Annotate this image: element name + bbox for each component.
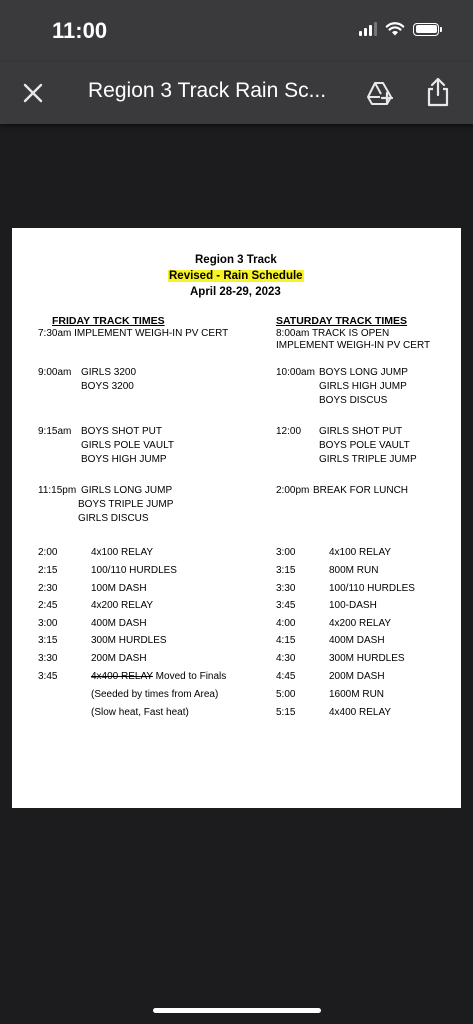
saturday-event: BREAK FOR LUNCH	[313, 485, 409, 496]
saturday-event: GIRLS TRIPLE JUMP	[319, 454, 417, 465]
saturday-heading: SATURDAY TRACK TIMES	[276, 315, 408, 327]
wifi-icon	[385, 22, 405, 36]
viewer-toolbar	[0, 62, 473, 124]
friday-event: GIRLS POLE VAULT	[81, 440, 174, 451]
status-bar	[0, 0, 473, 62]
status-time: 11:00	[52, 18, 108, 43]
friday-run-time: 2:30	[38, 583, 58, 594]
saturday-intro: IMPLEMENT WEIGH-IN PV CERT	[276, 340, 431, 351]
saturday-run-event: 4x100 RELAY	[329, 547, 392, 558]
saturday-intro: 8:00am TRACK IS OPEN	[276, 328, 390, 339]
saturday-run-event: 4x400 RELAY	[329, 707, 392, 718]
friday-intro: 7:30am IMPLEMENT WEIGH-IN PV CERT	[38, 328, 229, 339]
friday-run-event: 100/110 HURDLES	[91, 565, 177, 576]
event-note: Moved to Finals	[152, 671, 227, 682]
saturday-block-time: 10:00am	[276, 367, 315, 378]
friday-run-event	[91, 671, 226, 683]
friday-note: (Seeded by times from Area)	[91, 689, 219, 700]
friday-note: (Slow heat, Fast heat)	[91, 707, 189, 718]
saturday-run-event: 200M DASH	[329, 671, 385, 682]
friday-run-event: 400M DASH	[91, 618, 147, 629]
friday-run-time: 2:00	[38, 547, 58, 558]
document-title: Region 3 Track Rain Sc...	[88, 79, 327, 102]
doc-title: Region 3 Track	[195, 254, 277, 266]
home-indicator	[153, 1008, 321, 1013]
saturday-event: BOYS POLE VAULT	[319, 440, 410, 451]
doc-subtitle: Revised - Rain Schedule	[169, 270, 303, 282]
friday-event: BOYS 3200	[81, 381, 134, 392]
saturday-run-time: 3:30	[276, 583, 296, 594]
friday-heading: FRIDAY TRACK TIMES	[52, 315, 165, 327]
friday-block-time: 9:00am	[38, 367, 72, 378]
saturday-run-event: 100-DASH	[329, 600, 377, 611]
friday-event: GIRLS 3200	[81, 367, 137, 378]
cellular-signal-icon	[359, 22, 377, 36]
saturday-run-time: 4:00	[276, 618, 296, 629]
friday-run-event: 200M DASH	[91, 653, 147, 664]
friday-event: BOYS SHOT PUT	[81, 426, 162, 437]
friday-run-time: 3:30	[38, 653, 58, 664]
friday-event: GIRLS DISCUS	[78, 513, 149, 524]
saturday-block-time: 12:00	[276, 426, 302, 437]
saturday-event: GIRLS HIGH JUMP	[319, 381, 407, 392]
saturday-run-time: 5:15	[276, 707, 296, 718]
status-icons	[359, 22, 439, 36]
friday-run-time: 3:15	[38, 635, 58, 646]
saturday-run-time: 4:45	[276, 671, 296, 682]
document-page	[12, 228, 461, 808]
battery-icon	[413, 23, 439, 36]
saturday-run-event: 100/110 HURDLES	[329, 583, 415, 594]
close-icon[interactable]	[20, 80, 46, 106]
friday-event: BOYS TRIPLE JUMP	[78, 499, 174, 510]
saturday-run-event: 400M DASH	[329, 635, 385, 646]
friday-run-event: 300M HURDLES	[91, 635, 167, 646]
saturday-run-event: 800M RUN	[329, 565, 379, 576]
saturday-run-time: 3:00	[276, 547, 296, 558]
saturday-event: BOYS LONG JUMP	[319, 367, 408, 378]
saturday-event: GIRLS SHOT PUT	[319, 426, 403, 437]
friday-run-time: 3:00	[38, 618, 58, 629]
friday-event: BOYS HIGH JUMP	[81, 454, 167, 465]
doc-date: April 28-29, 2023	[190, 286, 281, 298]
saturday-block-time: 2:00pm	[276, 485, 310, 496]
friday-run-event: 4x100 RELAY	[91, 547, 154, 558]
friday-event: GIRLS LONG JUMP	[81, 485, 173, 496]
friday-run-event: 100M DASH	[91, 583, 147, 594]
saturday-run-event: 1600M RUN	[329, 689, 385, 700]
friday-block-time: 9:15am	[38, 426, 72, 437]
saturday-run-time: 3:45	[276, 600, 296, 611]
saturday-run-event: 300M HURDLES	[329, 653, 405, 664]
saturday-run-event: 4x200 RELAY	[329, 618, 392, 629]
friday-run-time: 2:15	[38, 565, 58, 576]
saturday-run-time: 3:15	[276, 565, 296, 576]
saturday-event: BOYS DISCUS	[319, 395, 388, 406]
saturday-run-time: 5:00	[276, 689, 296, 700]
friday-run-time: 3:45	[38, 671, 58, 682]
friday-run-event: 4x200 RELAY	[91, 600, 154, 611]
struck-event: 4x400 RELAY	[91, 671, 153, 682]
saturday-run-time: 4:15	[276, 635, 296, 646]
saturday-run-time: 4:30	[276, 653, 296, 664]
friday-run-time: 2:45	[38, 600, 58, 611]
friday-block-time: 11:15pm	[38, 485, 77, 496]
share-icon[interactable]	[425, 77, 451, 107]
add-to-drive-icon[interactable]	[366, 79, 394, 107]
